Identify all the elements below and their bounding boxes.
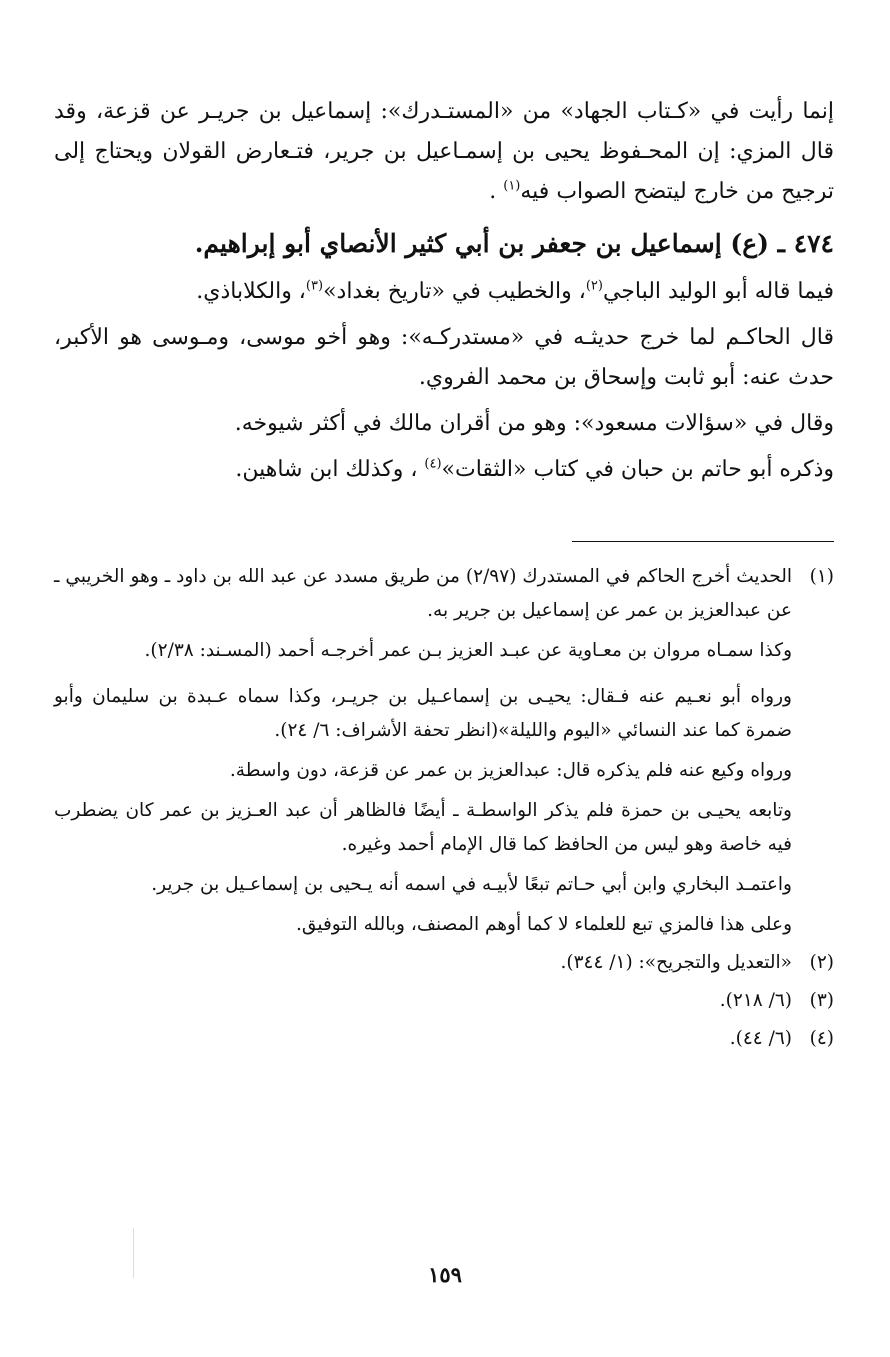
footnote-1-para-1: الحديث أخرج الحاكم في المستدرك (٢/٩٧) من طريق مسدد عن عبد الله بن داود ـ وهو الخريبي ـ عن عبدالعزيز بن عمر عن إسماعيل بن جرير به. [54, 566, 792, 621]
paragraph-3 [54, 318, 834, 398]
footnote-number: (١) [809, 566, 834, 587]
footnote-4-text: (٦/ ٤٤). [729, 1028, 792, 1049]
paragraph-1-end: . [489, 179, 497, 204]
footnote-body [54, 984, 792, 1018]
footnotes [54, 560, 834, 1056]
paragraph-2-part-a: فيما قاله أبو الوليد الباجي [602, 279, 834, 304]
paragraph-1 [54, 92, 834, 212]
entry-heading: ٤٧٤ ـ (ع) إسماعيل بن جعفر بن أبي كثير الأنصاي أبو إبراهيم. [194, 229, 834, 258]
footnote-2-text: «التعديل والتجريح»: (١/ ٣٤٤). [560, 952, 792, 973]
footnote-2 [54, 946, 834, 980]
paragraph-1-line-1: إنما رأيت في «كـتاب الجهاد» من «المستـدرك»: إسماعيل بن جريـر عن قزعة، [95, 99, 834, 124]
footnote-1-para-6: واعتمـد البخاري وابن أبي حـاتم تبعًا لأبيـه في اسمه أنه يـحيى بن إسماعـيل بن جرير. [151, 874, 792, 895]
footnote-number: (٤) [809, 1028, 834, 1049]
footnote-body [54, 946, 792, 980]
footnote-3-text: (٦/ ٢١٨). [719, 990, 792, 1011]
paragraph-5-part-b: ، وكذلك ابن شاهين. [235, 457, 425, 482]
footnote-ref-2[interactable]: (٢) [585, 278, 603, 294]
paragraph-1-line-3: ويحتاج إلى ترجيح من خارج ليتضح الصواب فيه [54, 139, 834, 204]
paragraph-2-part-c: ، والكلاباذي. [196, 279, 306, 304]
footnote-ref-1[interactable]: (١) [503, 178, 521, 194]
paragraph-3-line-2: الأكبر، حدث عنه: أبو ثابت وإسحاق بن محمد الفروي. [54, 325, 834, 390]
footnote-1-para-5: وتابعه يحيـى بن حمزة فلم يذكر الواسطـة ـ أيضًا فالظاهر أن عبد العـزيز بن عمر كان يضطرب فيه خاصة وهو ليس من الحافظ كما قال الإمام أحمد وغيره. [54, 800, 792, 855]
footnote-4 [54, 1022, 834, 1056]
paragraph-2-part-b: ، والخطيب في «تاريخ بغداد» [323, 279, 586, 304]
paragraph-2 [54, 272, 834, 312]
paragraph-5-part-a: وذكره أبو حاتم بن حبان في كتاب «الثقات» [441, 457, 834, 482]
footnote-ref-3[interactable]: (٣) [305, 278, 324, 294]
main-text [54, 92, 834, 490]
footnote-separator [572, 541, 834, 542]
footnote-1-para-4: ورواه وكيع عنه فلم يذكره قال: عبدالعزيز بن عمر عن قزعة، دون واسطة. [229, 760, 792, 781]
footnote-body [54, 1022, 792, 1056]
paragraph-1-line-2: وقد قال المزي: إن المحـفوظ يحيى بن إسمـاعيل بن جرير، فتـعارض القولان [54, 99, 834, 164]
paragraph-5 [54, 450, 834, 490]
footnote-ref-4[interactable]: (٤) [424, 456, 442, 472]
footnote-number: (٢) [809, 952, 834, 973]
page-number: ١٥٩ [428, 1262, 462, 1287]
footnote-body [54, 560, 792, 942]
footnote-1-para-3: ورواه أبو نعـيم عنه فـقال: يحيـى بن إسماعـيل بن جريـر، وكذا سماه عـبدة بن سليمان وأبو ضمرة كما عند النسائي «اليوم والليلة»(انظر تحفة الأشراف: ٦/ ٢٤). [54, 686, 792, 741]
footnote-1 [54, 560, 834, 942]
paragraph-3-line-1: قال الحاكـم لما خرج حديثـه في «مستدركـه»: وهو أخو موسى، ومـوسى هو [119, 325, 834, 350]
footnote-1-para-2: وكذا سمـاه مروان بن معـاوية عن عبـد العزيز بـن عمر أخرجـه أحمد (المسـند: ٢/٣٨). [144, 640, 792, 661]
footnote-1-para-7: وعلى هذا فالمزي تبع للعلماء لا كما أوهم المصنف، وبالله التوفيق. [296, 914, 792, 935]
paragraph-4: وقال في «سؤالات مسعود»: وهو من أقران مالك في أكثر شيوخه. [234, 411, 834, 436]
footnote-number: (٣) [809, 990, 834, 1011]
footnote-3 [54, 984, 834, 1018]
